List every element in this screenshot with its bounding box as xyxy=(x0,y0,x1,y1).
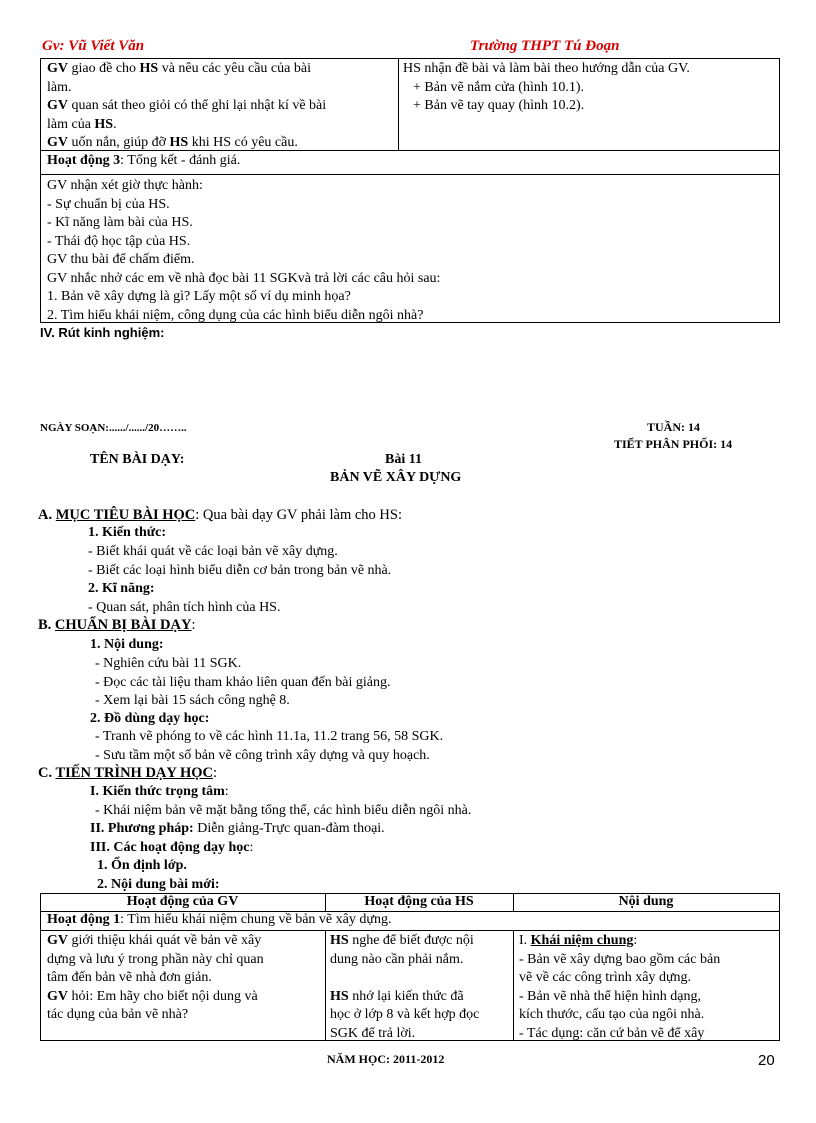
section-b-heading: B. CHUẨN BỊ BÀI DẠY: xyxy=(38,617,196,633)
lesson-number: Bài 11 xyxy=(385,452,422,467)
text-line: - Thái độ học tập của HS. xyxy=(47,233,191,249)
text-line: - Sự chuẩn bị của HS. xyxy=(47,196,170,212)
n2-title: 2. Đồ dùng dạy học: xyxy=(90,711,210,726)
text-line: tác dụng của bản vẽ nhà? xyxy=(47,1007,189,1022)
n1-item: - Xem lại bài 15 sách công nghệ 8. xyxy=(95,693,290,708)
tiet-phan-phoi: TIẾT PHÂN PHỐI: 14 xyxy=(614,437,733,451)
top-table-divider xyxy=(398,58,399,150)
bottom-table-border-right xyxy=(779,893,780,1041)
column-header-hs: Hoạt động của HS xyxy=(364,894,474,909)
ngay-soan: NGÀY SOẠN:....../....../20…….. xyxy=(40,422,187,434)
text-line: 1. Bản vẽ xây dựng là gì? Lấy một số ví dụ minh họa? xyxy=(47,289,351,304)
bottom-table-border-left xyxy=(40,893,41,1041)
k2-title: 2. Kĩ năng: xyxy=(88,581,155,596)
teacher-name: Gv: Vũ Viết Văn xyxy=(42,38,145,54)
text-line: + Bản vẽ tay quay (hình 10.2). xyxy=(413,98,585,113)
column-header-gv: Hoạt động của GV xyxy=(126,894,239,909)
text-line: tâm đến bản vẽ nhà đơn giản. xyxy=(47,970,212,985)
text-line: GV giao đề cho HS và nêu các yêu cầu của bài xyxy=(47,61,311,76)
gv-activity-cell xyxy=(47,932,264,1025)
tuan: TUẦN: 14 xyxy=(647,420,700,434)
text-line: GV giới thiệu khái quát về bản vẽ xây xyxy=(47,933,262,948)
top-table-hs-cell xyxy=(403,60,690,116)
text-line: GV hỏi: Em hãy cho biết nội dung và xyxy=(47,988,258,1004)
bottom-table-col-line-1b xyxy=(325,930,326,1040)
text-line: GV nhận xét giờ thực hành: xyxy=(47,178,203,193)
n2-item: - Tranh vẽ phóng to về các hình 11.1a, 11.2 trang 56, 58 SGK. xyxy=(95,729,444,744)
text-line: GV uốn nắn, giúp đỡ HS khi HS có yêu cầu. xyxy=(47,135,298,150)
k1-item: - Biết các loại hình biểu diễn cơ bản trong bản vẽ nhà. xyxy=(88,563,392,578)
activity-3-row: Hoạt động 3: Tổng kết - đánh giá. xyxy=(47,153,241,168)
kien-thuc-item: - Khái niệm bản vẽ mặt bằng tổng thể, các hình biểu diễn ngôi nhà. xyxy=(95,803,472,818)
section-c-heading: C. TIẾN TRÌNH DẠY HỌC: xyxy=(38,765,218,781)
kien-thuc-trong-tam: I. Kiến thức trọng tâm: xyxy=(90,784,229,799)
bottom-table-activity-line xyxy=(40,930,780,931)
text-line: GV nhắc nhở các em về nhà đọc bài 11 SGKvà trả lời các câu hỏi sau: xyxy=(47,270,441,286)
n2-item: - Sưu tầm một số bản vẽ công trình xây dựng và quy hoạch. xyxy=(95,748,430,763)
noi-dung-cell xyxy=(519,932,720,1043)
activity-1-row: Hoạt động 1: Tìm hiểu khái niệm chung về bản vẽ xây dựng. xyxy=(47,912,392,927)
noi-dung-bai-moi: 2. Nội dung bài mới: xyxy=(97,877,220,892)
text-line: HS nhận đề bài và làm bài theo hướng dẫn của GV. xyxy=(403,61,690,76)
hs-activity-cell xyxy=(330,932,479,1043)
text-line: - Tác dụng: căn cứ bản vẽ để xây xyxy=(519,1025,705,1041)
text-line: dựng và lưu ý trong phần này chỉ quan xyxy=(47,951,264,967)
column-header-noi-dung: Nội dung xyxy=(618,894,674,909)
page-number: 20 xyxy=(758,1052,775,1069)
phuong-phap: II. Phương pháp: Diễn giảng-Trực quan-đàm thoại. xyxy=(90,821,385,836)
section-iv-heading: IV. Rút kinh nghiệm: xyxy=(40,325,165,340)
text-line: 2. Tìm hiểu khái niệm, công dụng của các hình biểu diễn ngôi nhà? xyxy=(47,307,424,323)
text-line: làm. xyxy=(47,79,72,95)
text-line: HS nghe để biết được nội xyxy=(330,933,474,948)
text-line: - Bản vẽ xây dựng bao gồm các bản xyxy=(519,951,721,967)
n1-item: - Đọc các tài liệu tham khảo liên quan đến bài giảng. xyxy=(95,675,391,690)
top-table-row-line-2 xyxy=(40,174,780,175)
text-line: HS nhớ lại kiến thức đã xyxy=(330,988,464,1004)
text-line: SGK để trả lời. xyxy=(330,1025,416,1041)
activity-1-label: Hoạt động 1 xyxy=(47,912,121,927)
text-line: GV quan sát theo giỏi có thể ghi lại nhật kí về bài xyxy=(47,98,327,113)
text-line: I. Khái niệm chung: xyxy=(519,933,638,948)
activity-3-label: Hoạt động 3 xyxy=(47,153,121,168)
text-line: làm của HS. xyxy=(47,116,117,132)
top-table-gv-cell xyxy=(47,60,326,153)
lesson-label: TÊN BÀI DẠY: xyxy=(90,452,185,467)
summary-cell xyxy=(47,177,440,325)
k2-item: - Quan sát, phân tích hình của HS. xyxy=(88,600,281,615)
top-table-border-right xyxy=(779,58,780,323)
text-line: - Kĩ năng làm bài của HS. xyxy=(47,215,193,230)
lesson-title: BẢN VẼ XÂY DỰNG xyxy=(330,470,462,485)
n1-item: - Nghiên cứu bài 11 SGK. xyxy=(95,656,242,671)
top-table-border-left xyxy=(40,58,41,323)
on-dinh-lop: 1. Ổn định lớp. xyxy=(97,858,187,873)
text-line: + Bản vẽ nắm cửa (hình 10.1). xyxy=(413,79,584,95)
text-line: - Bản vẽ nhà thể hiện hình dạng, xyxy=(519,988,701,1004)
text-line: kích thước, cấu tạo của ngôi nhà. xyxy=(519,1007,705,1022)
k1-item: - Biết khái quát về các loại bản vẽ xây dựng. xyxy=(88,544,338,559)
hoat-dong-day-hoc: III. Các hoạt động dạy học: xyxy=(90,840,254,855)
section-a-heading: A. MỤC TIÊU BÀI HỌC: Qua bài dạy GV phải làm cho HS: xyxy=(38,507,402,523)
text-line: dung nào cần phải nắm. xyxy=(330,951,464,967)
text-line: học ở lớp 8 và kết hợp đọc xyxy=(330,1007,480,1022)
school-year: NĂM HỌC: 2011-2012 xyxy=(327,1052,445,1066)
bottom-table-col-line-2b xyxy=(513,930,514,1040)
school-name: Trường THPT Tú Đoạn xyxy=(470,38,620,54)
text-line: vẽ về các công trình xây dựng. xyxy=(519,970,692,985)
k1-title: 1. Kiến thức: xyxy=(88,525,167,540)
top-table-border-top xyxy=(40,58,780,59)
text-line xyxy=(330,969,479,988)
n1-title: 1. Nội dung: xyxy=(90,637,164,652)
text-line: GV thu bài để chấm điểm. xyxy=(47,252,195,267)
